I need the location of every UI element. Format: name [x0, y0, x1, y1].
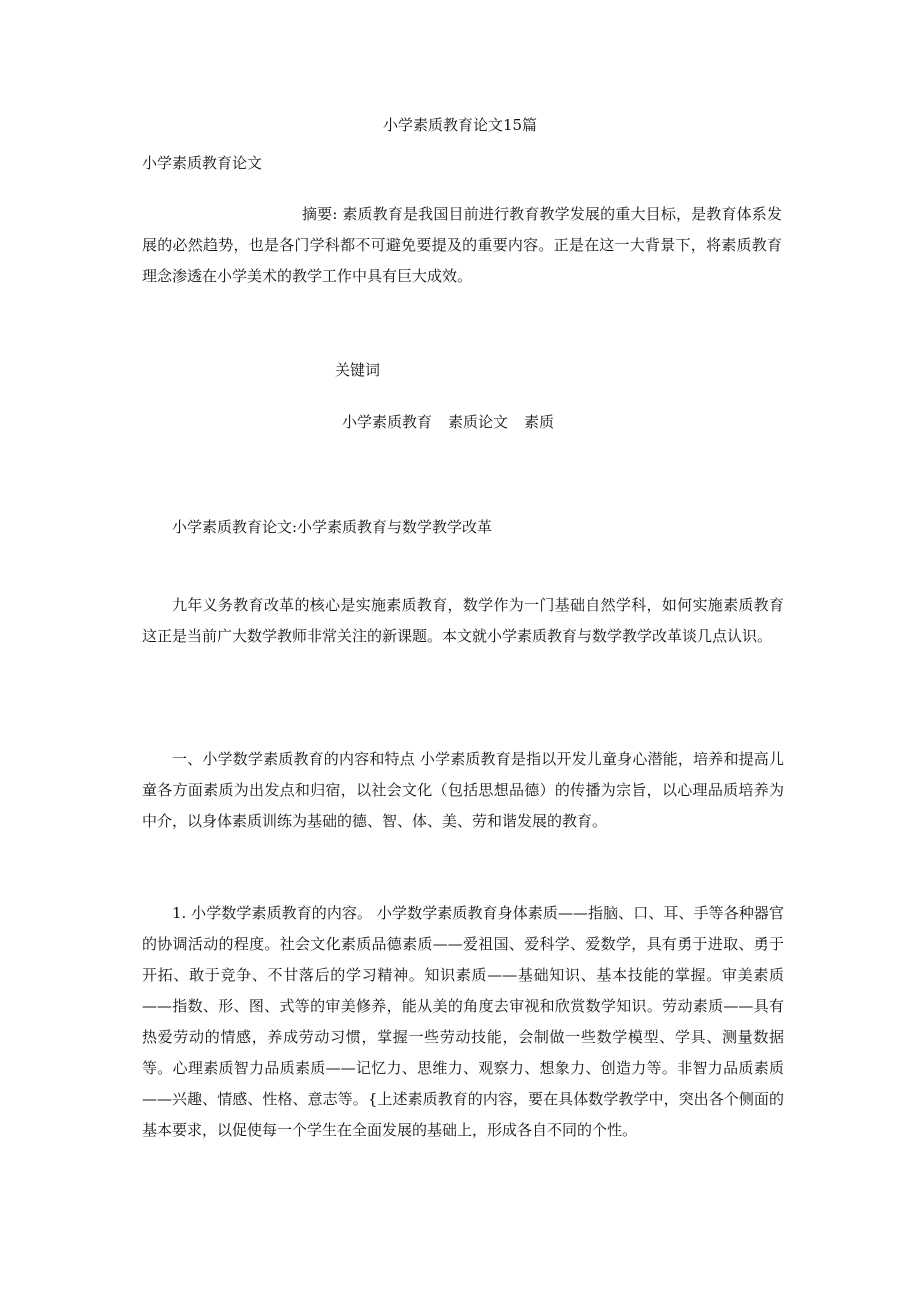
abstract — [142, 199, 782, 292]
abstract-label: 摘要: — [302, 205, 338, 223]
keywords-label: 关键词 — [335, 361, 381, 379]
keywords-list — [342, 407, 554, 438]
keyword: 素质论文 — [448, 413, 509, 431]
body-paragraph: 九年义务教育改革的核心是实施素质教育，数学作为一门基础自然学科，如何实施素质教育这正是当前广大数学教师非常关注的新课题。本文就小学素质教育与数学教学改革谈几点认识。 — [142, 596, 784, 645]
document-title: 小学素质教育论文15篇 — [382, 116, 538, 134]
document-subtitle: 小学素质教育论文 — [142, 154, 263, 172]
abstract-text: 素质教育是我国目前进行教育教学发展的重大目标，是教育体系发展的必然趋势，也是各门学科都不可避免要提及的重要内容。正是在这一大背景下，将素质教育理念渗透在小学美术的教学工作中具有巨大成效。 — [142, 205, 782, 285]
keyword: 素质 — [524, 413, 555, 431]
body-paragraph: 1. 小学数学素质教育的内容。 小学数学素质教育身体素质——指脑、口、耳、手等各种器官的协调活动的程度。社会文化素质品德素质——爱祖国、爱科学、爱数学，具有勇于进取、勇于开拓、敢于竞争、不甘落后的学习精神。知识素质——基础知识、基本技能的掌握。审美素质——指数、形、图、式等的审美修养，能从美的角度去审视和欣赏数学知识。劳动素质——具有热爱劳动的情感，养成劳动习惯，掌握一些劳动技能，会制做一些数学模型、学具、测量数据等。心理素质智力品质素质——记忆力、思维力、观察力、想象力、创造力等。非智力品质素质——兴趣、情感、性格、意志等。{上述素质教育的内容，要在具体数学教学中，突出各个侧面的基本要求，以促使每一个学生在全面发展的基础上，形成各自不同的个性。 — [142, 904, 784, 1139]
body-paragraph: 一、小学数学素质教育的内容和特点 小学素质教育是指以开发儿童身心潜能，培养和提高儿童各方面素质为出发点和归宿，以社会文化（包括思想品德）的传播为宗旨，以心理品质培养为中介，以身体素质训练为基础的德、智、体、美、劳和谐发展的教育。 — [142, 750, 784, 830]
keyword: 小学素质教育 — [342, 413, 433, 431]
section-title: 小学素质教育论文:小学素质教育与数学教学改革 — [172, 518, 493, 536]
